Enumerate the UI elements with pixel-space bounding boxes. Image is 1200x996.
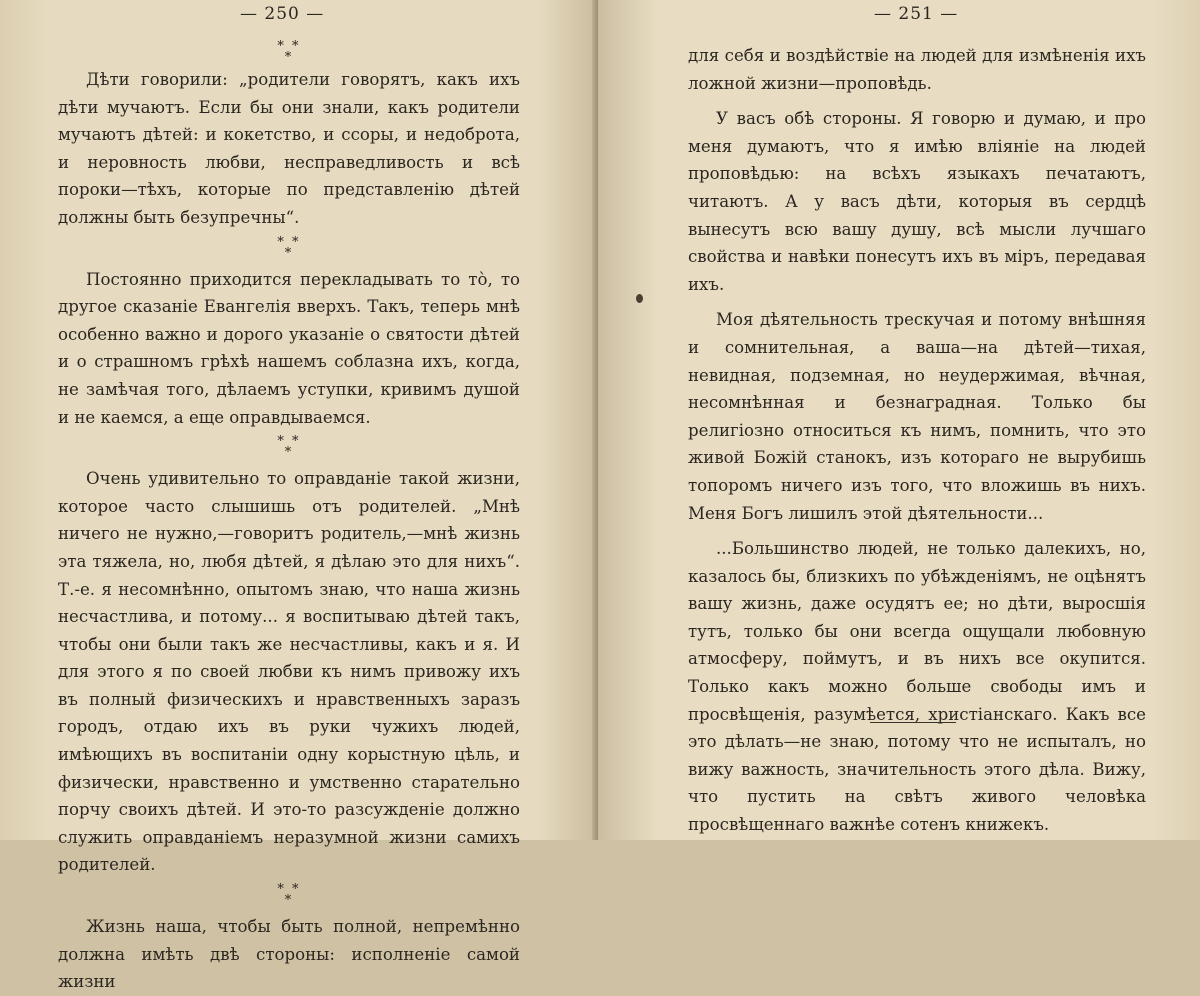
paragraph: Постоянно приходится перекладывать то то̀, то другое сказаніе Евангелія вверхъ. Такъ, теперь мнѣ особенно важно и дорого указаніе о святости дѣтей и о страшномъ грѣхѣ нашемъ соблазна ихъ, когда, не замѣчая того, дѣлаемъ уступки, кривимъ душой и не каемся, а еще оправдываемся. bbox=[58, 269, 520, 427]
right-page-text bbox=[688, 42, 1146, 839]
left-page-text bbox=[58, 40, 520, 996]
left-page bbox=[0, 0, 598, 992]
section-separator: * * * bbox=[277, 882, 301, 909]
ink-speck bbox=[636, 294, 643, 303]
end-rule bbox=[870, 722, 956, 723]
section-separator: * * * bbox=[277, 434, 301, 461]
paragraph: Моя дѣятельность трескучая и потому внѣшняя и сомнительная, а ваша—на дѣтей—тихая, невидная, подземная, но неудержимая, вѣчная, несомнѣнная и безнаградная. Только бы религіозно относиться къ нимъ, помнить, что это живой Божій станокъ, изъ котораго не вырубишь топоромъ ничего изъ того, что вложишь въ нихъ. Меня Богъ лишилъ этой дѣятельности... bbox=[688, 310, 1146, 523]
right-page bbox=[598, 0, 1200, 840]
paragraph: Очень удивительно то оправданіе такой жизни, которое часто слышишь отъ родителей. „Мнѣ ничего не нужно,—говоритъ родитель,—мнѣ жизнь эта тяжела, но, любя дѣтей, я дѣлаю это для нихъ“. Т.-е. я несомнѣнно, опытомъ знаю, что наша жизнь несчастлива, и потому... я воспитываю дѣтей такъ, чтобы они были такъ же несчастливы, какъ и я. И для этого я по своей любви къ нимъ привожу ихъ въ полный физическихъ и нравственныхъ заразъ городъ, отдаю ихъ въ руки чужихъ людей, имѣющихъ въ воспитаніи одну корыстную цѣль, и физически, нравственно и умственно старательно порчу своихъ дѣтей. И это-то разсужденіе должно служить оправданіемъ неразумной жизни самихъ родителей. bbox=[58, 469, 520, 875]
section-separator: * * * bbox=[277, 234, 301, 261]
paragraph: ...Большинство людей, не только далекихъ, но, казалось бы, близкихъ по убѣжденіямъ, не оцѣнятъ вашу жизнь, даже осудятъ ее; но дѣти, выросшія тутъ, только бы они всегда ощущали любовную атмосферу, поймутъ, и въ нихъ все окупится. Только какъ можно больше свободы имъ и просвѣщенія, разумѣется, христіанскаго. Какъ все это дѣлать—не знаю, потому что не испыталъ, но вижу важность, значительность этого дѣла. Вижу, что пустить на свѣтъ живого человѣка просвѣщеннаго важнѣе сотенъ книжекъ. bbox=[688, 539, 1146, 835]
paragraph: для себя и воздѣйствіе на людей для измѣненія ихъ ложной жизни—проповѣдь. bbox=[688, 46, 1146, 93]
page-number-left: — 250 — bbox=[240, 4, 325, 24]
paragraph: Дѣти говорили: „родители говорятъ, какъ ихъ дѣти мучаютъ. Если бы они знали, какъ родители мучаютъ дѣтей: и кокетство, и ссоры, и недоброта, и неровность любви, несправедливость и всѣ пороки—тѣхъ, которые по представленію дѣтей должны быть безупречны“. bbox=[58, 70, 520, 227]
paragraph: Жизнь наша, чтобы быть полной, непремѣнно должна имѣть двѣ стороны: исполненіе самой жизни bbox=[58, 917, 520, 992]
paragraph: У васъ обѣ стороны. Я говорю и думаю, и про меня думаютъ, что я имѣю вліяніе на людей проповѣдью: на всѣхъ языкахъ печатаютъ, читаютъ. А у васъ дѣти, которыя въ сердцѣ вынесутъ всю вашу душу, всѣ мысли лучшаго свойства и навѣки понесутъ ихъ въ міръ, передавая ихъ. bbox=[688, 109, 1146, 294]
page-number-right: — 251 — bbox=[874, 4, 959, 24]
section-separator: * * * bbox=[277, 39, 301, 65]
